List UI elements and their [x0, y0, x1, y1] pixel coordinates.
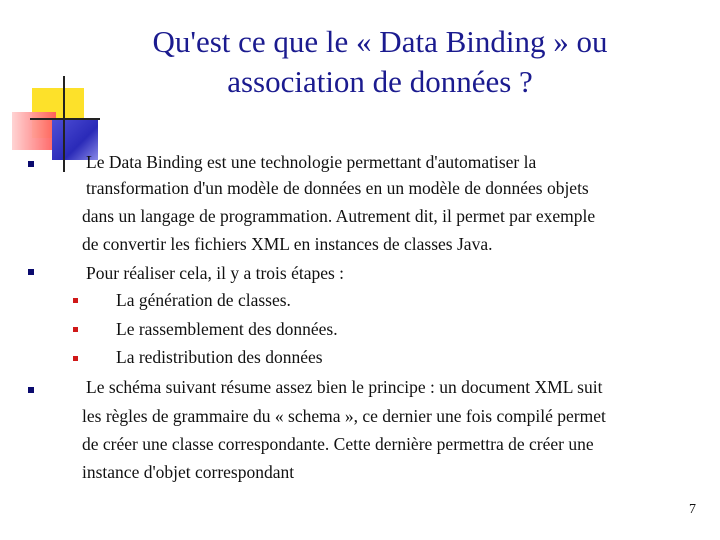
- page-number: 7: [689, 502, 696, 517]
- sub-bullet-icon: [73, 298, 78, 303]
- title-line-1: Qu'est ce que le « Data Binding » ou: [152, 24, 608, 59]
- horizontal-line-shape: [30, 118, 100, 120]
- bullet-3-line-4: instance d'objet correspondant: [82, 462, 295, 482]
- sub-bullet-icon: [73, 356, 78, 361]
- bullet-square-icon: [28, 387, 34, 393]
- vertical-line-shape: [63, 76, 65, 172]
- decorative-logo: [0, 0, 110, 170]
- bullet-2-line-1: Pour réaliser cela, il y a trois étapes :: [86, 263, 345, 283]
- bullet-3-line-2: les règles de grammaire du « schema », ce dernier une fois compilé permet: [82, 406, 606, 426]
- sub-item-2: Le rassemblement des données.: [116, 319, 338, 339]
- slide-title: [100, 22, 660, 102]
- bullet-1-line-2: transformation d'un modèle de données en un modèle de données objets: [86, 178, 589, 198]
- bullet-1-line-3: dans un langage de programmation. Autrement dit, il permet par exemple: [82, 206, 596, 226]
- bullet-1-line-1: Le Data Binding est une technologie permettant d'automatiser la: [86, 152, 537, 172]
- bullet-square-icon: [28, 269, 34, 275]
- sub-item-3: La redistribution des données: [116, 347, 323, 367]
- sub-item-1: La génération de classes.: [116, 290, 291, 310]
- title-line-2: association de données ?: [227, 64, 533, 99]
- bullet-3-line-3: de créer une classe correspondante. Cette dernière permettra de créer une: [82, 434, 594, 454]
- bullet-square-icon: [28, 161, 34, 167]
- bullet-1-line-4: de convertir les fichiers XML en instances de classes Java.: [82, 234, 493, 254]
- sub-bullet-icon: [73, 327, 78, 332]
- bullet-3-line-1: Le schéma suivant résume assez bien le principe : un document XML suit: [86, 377, 603, 397]
